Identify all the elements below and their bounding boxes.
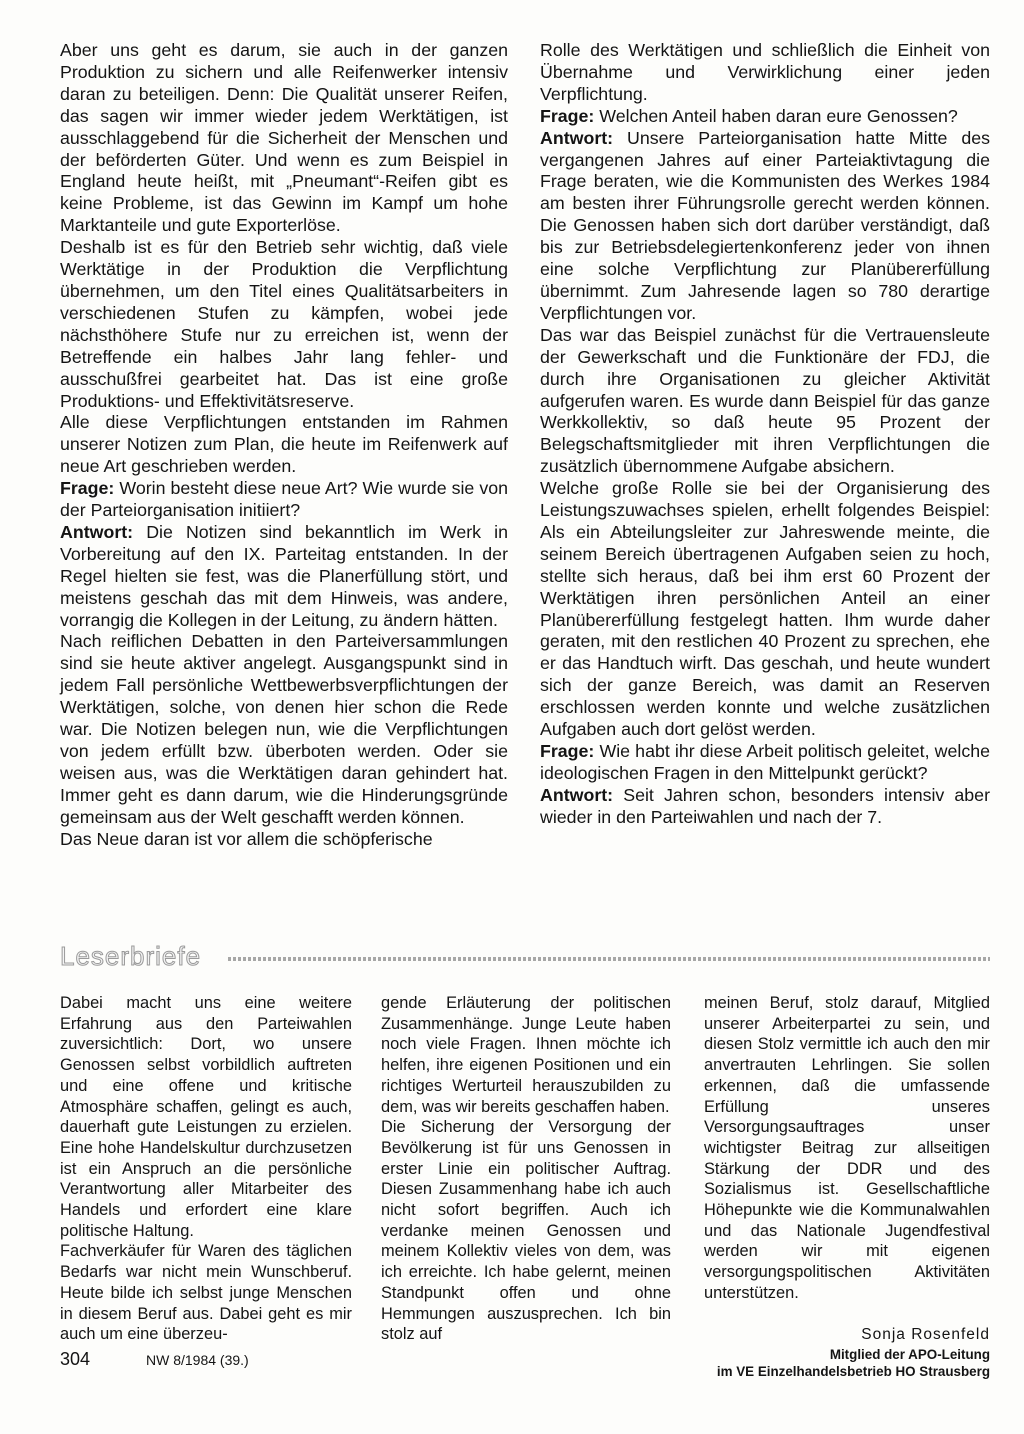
answer-paragraph — [540, 128, 990, 325]
paragraph — [60, 40, 508, 237]
paragraph — [60, 412, 508, 478]
answer-paragraph — [60, 522, 508, 632]
paragraph — [540, 325, 990, 478]
letter-signature — [704, 1324, 990, 1380]
paragraph-text: Welche große Rolle sie bei der Organisierung des Leistungszuwachses spielen, erhellt folgendes Beispiel: Als ein Abteilungsleiter zur Jahreswende meinte, die seinem Bereich übertragenen Aufgaben seien zu hoch, stellte sich heraus, daß bei ihm erst 60 Prozent der Werktätigen ihren persönlichen Anteil an einer Planübererfüllung festgelegt hatten. Ihm wurde daher geraten, mit den restlichen 40 Prozent zu sprechen, ehe er das Handtuch wirft. Das geschah, und heute wundert sich der ganze Bereich, was damit an Reserven erschlossen werden konnte und welche zusätzlichen Aufgaben auch dort gelöst werden. — [540, 478, 990, 740]
letter-paragraph: gende Erläuterung der politischen Zusammenhänge. Junge Leute haben noch viele Fragen. Ihnen möchte ich helfen, ihre eigenen Positionen und ein richtiges Werturteil herauszubilden zu dem, was wir bereits geschaffen haben. — [381, 994, 671, 1116]
paragraph — [540, 40, 990, 106]
question-label: Frage: — [60, 478, 115, 499]
author-name: Sonja Rosenfeld — [861, 1325, 990, 1343]
question-label: Frage: — [540, 105, 595, 126]
paragraph-text: Deshalb ist es für den Betrieb sehr wichtig, daß viele Werktätige in der Produktion die Verpflichtung übernehmen, um den Titel eines Qualitätsarbeiters in verschiedenen Stufen zu kämpfen, wobei jede nächsthöhere Stufe nur zu erreichen ist, wenn der Betreffende ein halbes Jahr lang fehler- und ausschußfrei gearbeitet hat. Das ist eine große Produktions- und Effektivitätsreserve. — [60, 237, 508, 411]
letters-heading: Leserbriefe — [60, 941, 202, 971]
paragraph-text: Unsere Parteiorganisation hatte Mitte des vergangenen Jahres auf einer Parteiaktivtagung die Frage beraten, wie die Kommunisten des Werkes 1984 am besten ihrer Führungsrolle gerecht werden können. Die Genossen haben sich dort darüber verständigt, daß bis zur Betriebsdelegiertenkonferenz jeder von ihnen eine solche Verpflichtung zur Planübererfüllung übernimmt. Zum Jahresende lagen so 780 derartige Verpflichtungen vor. — [540, 127, 990, 323]
paragraph-text: Das war das Beispiel zunächst für die Vertrauensleute der Gewerkschaft und die Funktionäre der FDJ, die durch ihre Organisationen zu gleicher Aktivität aufgerufen waren. Es wurde dann Beispiel für das ganze Werkkollektiv, so daß heute 95 Prozent der Belegschaftsmitglieder mit ihren Verpflichtungen die zusätzlich übernommene Aufgabe absichern. — [540, 324, 990, 477]
answer-label: Antwort: — [540, 127, 614, 148]
paragraph-text: Wie habt ihr diese Arbeit politisch geleitet, welche ideologischen Fragen in den Mittelpunkt gerückt? — [540, 741, 990, 783]
answer-label: Antwort: — [540, 784, 614, 805]
author-role-line: im VE Einzelhandelsbetrieb HO Strausberg — [716, 1363, 990, 1379]
letter-column-2 — [381, 993, 671, 1345]
letter-paragraph: Die Sicherung der Versorgung der Bevölkerung ist für uns Genossen in erster Linie ein politischer Auftrag. Diesen Zusammenhang habe ich auch nicht sofort begriffen. Auch ich verdanke meinen Genossen und meinem Kollektiv vieles von dem, was ich erreichte. Ich habe gelernt, meinen Standpunkt offen und ohne Hemmungen auszusprechen. Ich bin stolz auf — [381, 1118, 671, 1344]
paragraph-text: Worin besteht diese neue Art? Wie wurde sie von der Parteiorganisation initiiert? — [60, 478, 508, 521]
article-left-column — [60, 40, 508, 851]
paragraph-text: Welchen Anteil haben daran eure Genossen? — [599, 105, 958, 126]
paragraph-text: Rolle des Werktätigen und schließlich die Einheit von Übernahme und Verwirklichung einer jeden Verpflichtung. — [540, 40, 990, 104]
paragraph-text: Die Notizen sind bekanntlich im Werk in Vorbereitung auf den IX. Parteitag entstanden. In der Regel hielten sie fest, was die Planerfüllung stört, und meistens geschah das mit dem Hinweis, was andere, vorrangig die Kollegen in der Leitung, zu ändern hätten. — [60, 521, 508, 630]
paragraph-text: Aber uns geht es darum, sie auch in der ganzen Produktion zu sichern und alle Reifenwerker intensiv daran zu beteiligen. Denn: Die Qualität unserer Reifen, das sagen wir immer wieder jedem Werktätigen, ist ausschlaggebend für die Sicherheit der Menschen und der beförderten Güter. Und wenn es zum Beispiel in England heute heißt, mit „Pneumant“-Reifen gibt es keine Probleme, ist das Gewinn im Kampf um hohe Marktanteile und gute Exporterlöse. — [60, 40, 508, 236]
paragraph-text: Das Neue daran ist vor allem die schöpferische — [60, 828, 433, 849]
dotted-divider — [228, 957, 990, 961]
article-right-column — [540, 40, 990, 829]
issue-reference: NW 8/1984 (39.) — [146, 1352, 249, 1368]
letter-column-1 — [60, 993, 352, 1345]
paragraph — [540, 478, 990, 741]
answer-label: Antwort: — [60, 521, 134, 542]
answer-paragraph — [540, 785, 990, 829]
letters-section-header — [60, 942, 990, 972]
author-role — [704, 1346, 990, 1380]
paragraph-text: Nach reiflichen Debatten in den Parteiversammlungen sind sie heute aktiver angelegt. Ausgangspunkt sind in jedem Fall persönliche Wettbewerbsverpflichtungen der Werktätigen, solche, von denen hier schon die Rede war. Die Notizen belegen nun, wie die Verpflichtungen von jedem erfüllt bzw. überboten werden. Oder sie weisen aus, was die Werktätigen daran gehindert hat. Immer geht es dann darum, wie die Hinderungsgründe gemeinsam aus der Welt geschafft werden können. — [60, 631, 508, 827]
question-paragraph — [540, 741, 990, 785]
letter-column-3 — [704, 993, 990, 1380]
letter-paragraph: Fachverkäufer für Waren des täglichen Bedarfs war nicht mein Wunschberuf. Heute bilde ich selbst junge Menschen in diesem Beruf aus. Dabei geht es mir auch um eine überzeu- — [60, 1242, 352, 1344]
question-paragraph — [540, 106, 990, 128]
paragraph — [60, 631, 508, 828]
letter-paragraph: Dabei macht uns eine weitere Erfahrung aus den Parteiwahlen zuversichtlich: Dort, wo unsere Genossen selbst vorbildlich auftreten und eine offene und kritische Atmosphäre schaffen, gelingt es auch, dauerhaft gute Leistungen zu erzielen. Eine hohe Handelskultur durchzusetzen ist ein Anspruch an die persönliche Verantwortung aller Mitarbeiter des Handels und erfordert eine klare politische Haltung. — [60, 994, 352, 1240]
paragraph-text: Seit Jahren schon, besonders intensiv aber wieder in den Parteiwahlen und nach der 7. — [540, 784, 990, 827]
page-number: 304 — [60, 1349, 91, 1369]
question-label: Frage: — [540, 741, 595, 761]
paragraph — [60, 237, 508, 412]
paragraph — [60, 829, 508, 851]
letter-paragraph: meinen Beruf, stolz darauf, Mitglied unserer Arbeiterpartei zu sein, und diesen Stolz vermittle ich auch den mir anvertrauten Lehrlingen. Sie sollen erkennen, daß die umfassende Erfüllung unseres Versorgungsauftrages unser wichtigster Beitrag zur allseitigen Stärkung der DDR und des Sozialismus ist. Gesellschaftliche Höhepunkte wie die Kommunalwahlen und das Nationale Jugendfestival werden wir mit eigenen versorgungspolitischen Aktivitäten unterstützen. — [704, 994, 990, 1302]
paragraph-text: Alle diese Verpflichtungen entstanden im Rahmen unserer Notizen zum Plan, die heute im Reifenwerk auf neue Art geschrieben werden. — [60, 412, 508, 477]
author-role-line: Mitglied der APO-Leitung — [829, 1346, 990, 1362]
question-paragraph — [60, 478, 508, 522]
